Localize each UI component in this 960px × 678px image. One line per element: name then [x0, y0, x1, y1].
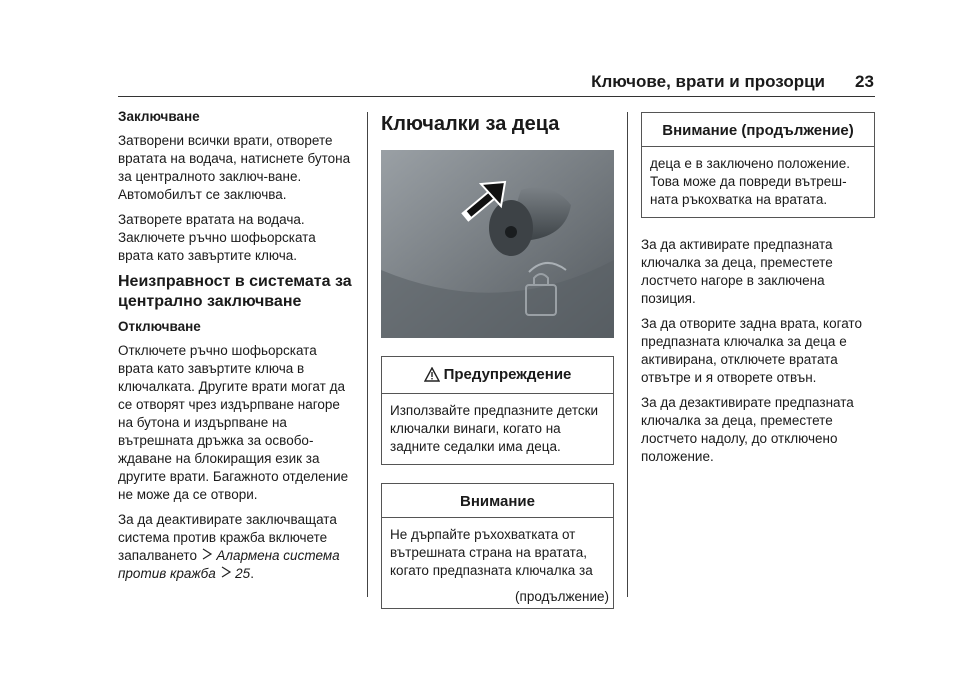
heading-lock: Заключване [118, 109, 200, 124]
paragraph: За да отворите задна врата, когато предпазната ключалка за деца е активирана, отключете вратата отвътре и я отворете отвън. [641, 316, 862, 385]
warning-text: Използвайте предпазните детски ключалки винаги, когато на задните седалки има деца. [390, 403, 599, 454]
header-title: Ключове, врати и прозорци [591, 72, 825, 91]
paragraph: Отключете ръчно шофьорската врата като завъртите ключа в ключалката. Другите врати могат да се отворят чрез издърпване нагоре на бутона и издърпване на вътрешната дръжка за освобо-ждаване на блокиращия език за другите врати. Багажното отделение не може да се отвори. [118, 343, 349, 502]
caution-continued-text: деца е в заключено положение. Това може да повреди вътреш-ната ръкохватка на вратата. [650, 156, 850, 207]
child-lock-photo [381, 150, 614, 338]
continued-label: (продължение) [515, 589, 609, 604]
caution-continued-box [641, 112, 875, 218]
paragraph-with-reference: За да деактивирате заключващата система против кражба включете запалването Алармена система против кражба 25. [118, 512, 340, 581]
column-divider [627, 112, 628, 597]
caution-text: Не дърпайте ръхохватката от вътрешната страна на вратата, когато предпазната ключалка за [390, 527, 593, 578]
column-3 [641, 112, 875, 473]
caution-continued-title: Внимание (продължение) [642, 113, 874, 147]
warning-title [382, 357, 613, 394]
paragraph-text: За да деактивирате заключващата система против кражба включете запалването [118, 512, 337, 563]
heading-unlock: Отключване [118, 319, 201, 334]
reference-arrow-icon [220, 566, 236, 581]
reference-arrow-icon [201, 548, 217, 563]
section-title: Ключалки за деца [381, 113, 560, 135]
paragraph: Затворете вратата на водача. Заключете ръчно шофьорската врата като завъртите ключа. [118, 212, 316, 263]
column-divider [367, 112, 368, 597]
header-rule [118, 96, 875, 97]
reference-page[interactable]: 25 [235, 566, 251, 581]
paragraph: За да дезактивирате предпазната ключалка за деца, преместете лостчето надолу, до отключено положение. [641, 395, 854, 464]
column-1 [118, 108, 353, 590]
reference-link[interactable]: Алармена система против кражба [118, 548, 340, 581]
paragraph: За да активирате предпазната ключалка за деца, преместете лостчето нагоре в заключена позиция. [641, 237, 833, 306]
caution-box [381, 483, 614, 609]
warning-title-text: Предупреждение [443, 366, 572, 383]
page-number: 23 [855, 72, 874, 91]
heading-fault: Неизправност в системата за централно заключване [118, 273, 352, 310]
warning-box [381, 356, 614, 465]
caution-title: Внимание [382, 484, 613, 518]
column-2 [381, 112, 614, 627]
paragraph: Затворени всички врати, отворете вратата на водача, натиснете бутона за централното заключ-ване. Автомобилът се заключва. [118, 133, 351, 202]
warning-triangle-icon [424, 367, 440, 387]
